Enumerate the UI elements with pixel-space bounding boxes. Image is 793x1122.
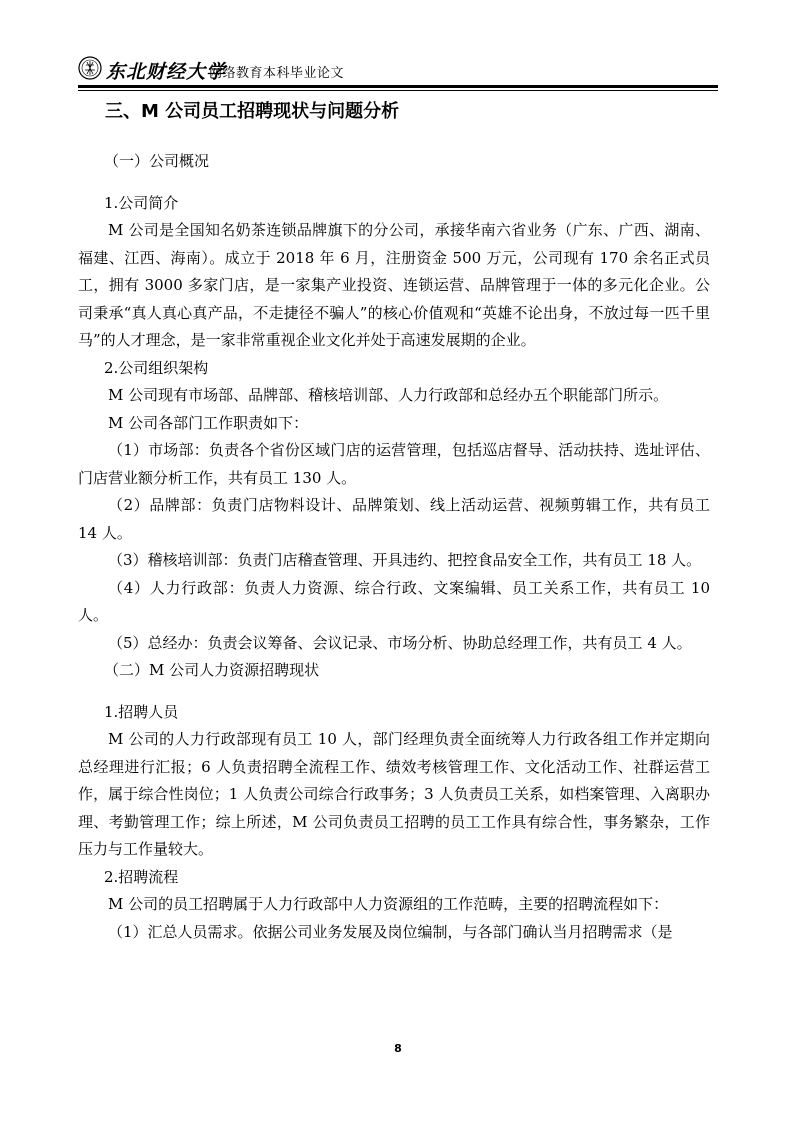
paragraph-recruiters: M 公司的人力行政部现有员工 10 人，部门经理负责全面统筹人力行政各组工作并定期向总经理进行汇报；6 人负责招聘全流程工作、绩效考核管理工作、文化活动工作、社群运营工作，属于综合性岗位；1 人负责公司综合行政事务；3 人负责员工关系，如档案管理、入离职办理、考勤管理工作；综上所述，M 公司负责员工招聘的员工工作具有综合性，事务繁杂，工作压力与工作量较大。 [78,730,710,858]
section-heading-1: （一）公司概况 [104,152,210,170]
subheading-recruiters: 1.招聘人员 [104,702,179,721]
duty-item: （4）人力行政部：负责人力资源、综合行政、文案编辑、员工关系工作，共有员工 10 人。 [78,578,710,624]
paragraph-process-step: （1）汇总人员需求。依据公司业务发展及岗位编制，与各部门确认当月招聘需求（是 [108,922,673,941]
chapter-title: 三、M 公司员工招聘现状与问题分析 [105,101,400,122]
subheading-org-structure: 2.公司组织架构 [104,358,209,377]
duty-item: （1）市场部：负责各个省份区域门店的运营管理，包括巡店督导、活动扶持、选址评估、门店营业额分析工作，共有员工 130 人。 [78,441,710,487]
subheading-company-profile: 1.公司简介 [104,193,179,212]
paragraph-duties-intro: M 公司各部门工作职责如下： [108,413,309,432]
header-rule-thick [78,85,718,88]
duty-item: （3）稽核培训部：负责门店稽查管理、开具违约、把控食品安全工作，共有员工 18 人。 [108,551,702,569]
paragraph-process-intro: M 公司的员工招聘属于人力行政部中人力资源组的工作范畴，主要的招聘流程如下： [108,895,669,913]
university-seal-icon [78,56,102,80]
paragraph-company-profile: M 公司是全国知名奶茶连锁品牌旗下的分公司，承接华南六省业务（广东、广西、湖南、福建、江西、海南）。成立于 2018 年 6 月，注册资金 500 万元，公司现有 170 余名正式员工，拥有 3000 多家门店，是一家集产业投资、连锁运营、品牌管理于一体的多元化企业。公司秉承“真人真心真产品，不走捷径不骗人”的核心价值观和“英雄不论出身，不放过每一匹千里马”的人才理念，是一家非常重视企业文化并处于高速发展期的企业。 [78,221,710,349]
page-number: 8 [394,1042,402,1055]
thesis-type: 网络教育本科毕业论文 [209,66,345,81]
university-name: 东北财经大学 [106,61,227,83]
paragraph-departments: M 公司现有市场部、品牌部、稽核培训部、人力行政部和总经办五个职能部门所示。 [108,386,669,404]
subheading-recruit-process: 2.招聘流程 [104,867,179,886]
header-rule-thin [78,90,718,91]
page-body [78,98,710,946]
duty-item: （5）总经办：负责会议筹备、会议记录、市场分析、协助总经理工作，共有员工 4 人。 [108,633,692,652]
duty-item: （2）品牌部：负责门店物料设计、品牌策划、线上活动运营、视频剪辑工作，共有员工 14 人。 [78,496,710,542]
section-heading-2: （二）M 公司人力资源招聘现状 [104,661,320,679]
